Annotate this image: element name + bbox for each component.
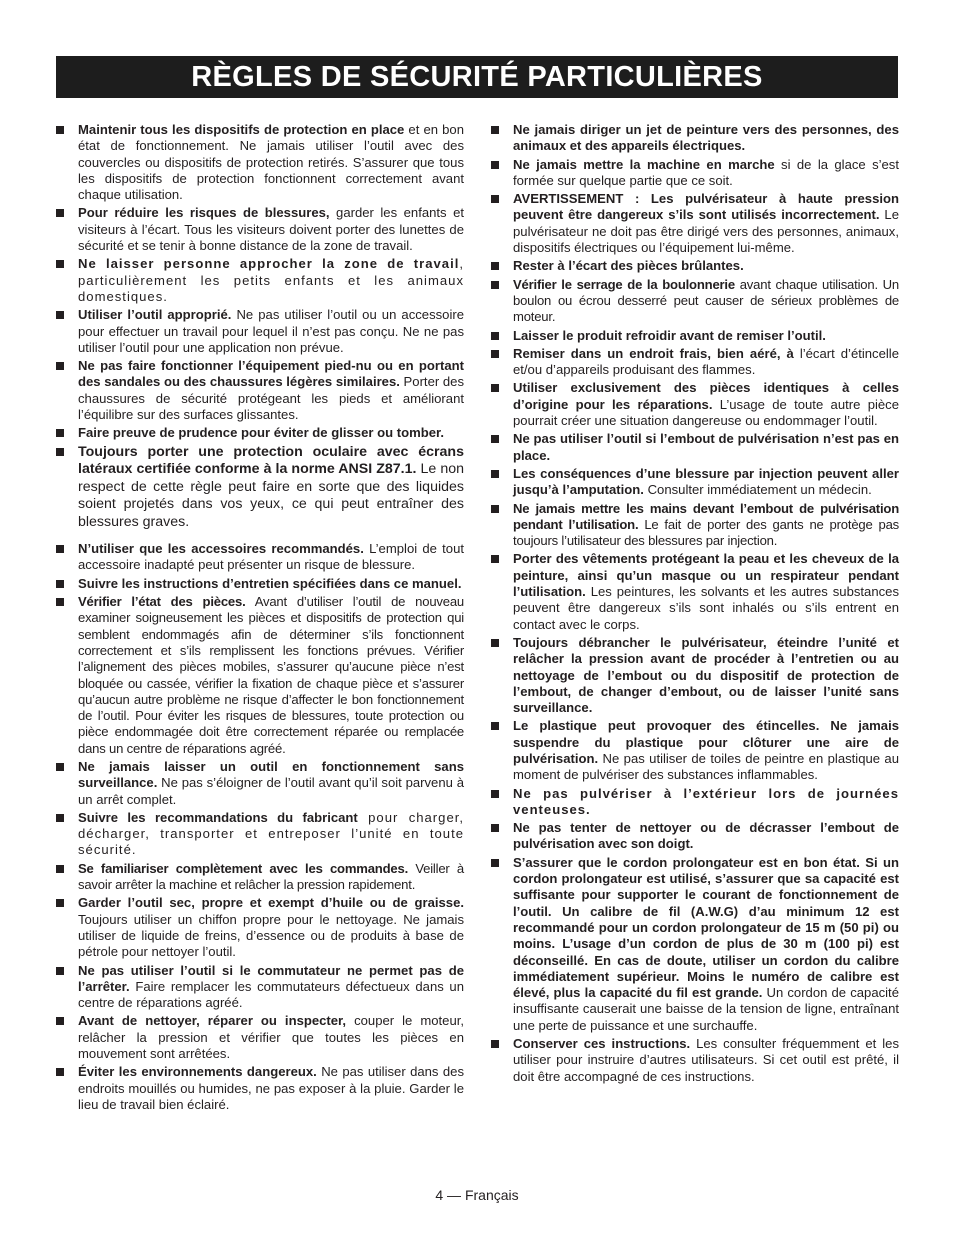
rule-text: Maintenir tous les dispositifs de protection en place et en bon état de fonctionnement. Ne jamais utiliser l’outil avec des couvercles ou dispositifs de protection retirés. S’assurer que tous les dispositifs de protection fonctionnent correctement avant chaque utilisation. (78, 122, 464, 203)
square-bullet-icon (56, 598, 64, 606)
rule-item (491, 786, 899, 819)
rule-text: Vérifier le serrage de la boulonnerie avant chaque utilisation. Un boulon ou écrou desserré peut causer de sérieux problèmes de moteur. (513, 276, 899, 325)
rule-text: Ne jamais mettre la machine en marche si de la glace s’est formée sur quelque partie que ce soit. (513, 156, 899, 188)
rule-item (56, 256, 464, 305)
rule-item (56, 594, 464, 757)
square-bullet-icon (56, 209, 64, 217)
rule-text: Ne pas utiliser l’outil si le commutateur ne permet pas de l’arrêter. Faire remplacer les commutateurs défectueux dans un centre de réparations agréé. (78, 962, 464, 1011)
rule-text: Suivre les instructions d’entretien spécifiées dans ce manuel. (78, 575, 462, 591)
rule-item (56, 122, 464, 203)
square-bullet-icon (491, 470, 499, 478)
rule-item (56, 205, 464, 254)
rule-item (491, 191, 899, 256)
rule-text: Faire preuve de prudence pour éviter de glisser ou tomber. (78, 425, 445, 441)
rule-item (56, 444, 464, 532)
rule-item (56, 425, 464, 441)
square-bullet-icon (491, 722, 499, 730)
square-bullet-icon (491, 505, 499, 513)
rule-text: Ne laisser personne approcher la zone de travail, particulièrement les petits enfants et les animaux domestiques. (78, 256, 464, 304)
rule-item (56, 307, 464, 356)
rule-item (56, 759, 464, 808)
square-bullet-icon (491, 262, 499, 270)
square-bullet-icon (491, 161, 499, 169)
rule-item (491, 501, 899, 550)
rule-item (491, 258, 899, 274)
rule-text: Porter des vêtements protégeant la peau et les cheveux de la peinture, ainsi qu’un masque ou un respirateur pendant l’utilisation. Les peintures, les solvants et les autres substances peuvent être dangereux s’ils sont inhalés ou s’ils entrent en contact avec le corps. (513, 551, 899, 632)
rule-item (56, 963, 464, 1012)
rule-text: S’assurer que le cordon prolongateur est en bon état. Si un cordon prolongateur est utilisé, s’assurer que sa capacité est suffisante pour supporter le courant de fonctionnement de l’outil. Un calibre de fil (A.W.G) d’au minimum 12 est recommandé pour un cordon prolongateur de 15 m (50 pi) ou moins. L’usage d’un cordon de plus de 30 m (100 pi) est déconseillé. En cas de doute, utiliser un cordon du calibre immédiatement supérieur. Moins le numéro de calibre est élevé, plus la capacité du fil est grande. Un cordon de capacité insuffisante causerait une baisse de la tension de ligne, entraînant une perte de puissance et une surchauffe. (513, 854, 899, 1033)
rule-item (491, 551, 899, 632)
rule-text: AVERTISSEMENT : Les pulvérisateur à haute pression peuvent être dangereux s’ils sont utilisés incorrectement. Le pulvérisateur ne doit pas être dirigé vers des personnes, animaux, dispositifs électriques ou l’équipement lui-même. (513, 191, 899, 256)
rule-text: Toujours débrancher le pulvérisateur, éteindre l’unité et relâcher la pression avant de procéder à l’entretien ou au nettoyage de l’embout ou du dispositif de protection de l’embout, de changer d’embout, ou de laisser l’unité sans surveillance. (513, 634, 899, 716)
rule-text: Conserver ces instructions. Les consulter fréquemment et les utiliser pour instruire d’autres utilisateurs. Si cet outil est prêté, il doit être accompagné de ces instructions. (513, 1036, 899, 1084)
rule-item (491, 277, 899, 326)
rule-text: Utiliser l’outil approprié. Ne pas utiliser l’outil ou un accessoire pour effectuer un travail pour lequel il n’est pas conçu. Ne ne pas utiliser l’outil pour une application non prévue. (78, 307, 464, 355)
rule-text: Garder l’outil sec, propre et exempt d’huile ou de graisse. Toujours utiliser un chiffon propre pour le nettoyage. Ne jamais utiliser de liquide de freins, d’essence ou de produits à base de pétrole pour nettoyer l’outil. (78, 895, 464, 960)
square-bullet-icon (491, 555, 499, 563)
rule-item (56, 810, 464, 859)
square-bullet-icon (56, 126, 64, 134)
square-bullet-icon (56, 545, 64, 553)
rule-item (56, 1064, 464, 1113)
rule-text: Le plastique peut provoquer des étincelles. Ne jamais suspendre du plastique pour clôturer une aire de pulvérisation. Ne pas utiliser de toiles de peintre en plastique au moment de pulvériser des substances inflammables. (513, 718, 899, 783)
square-bullet-icon (491, 126, 499, 134)
rule-item (491, 718, 899, 783)
square-bullet-icon (491, 195, 499, 203)
rule-item (491, 122, 899, 155)
square-bullet-icon (56, 899, 64, 907)
square-bullet-icon (56, 362, 64, 370)
rule-text: Laisser le produit refroidir avant de remiser l’outil. (513, 327, 826, 343)
right-column (491, 122, 899, 1087)
rule-item (491, 635, 899, 716)
square-bullet-icon (491, 435, 499, 443)
rule-text: Ne pas pulvériser à l’extérieur lors de journées venteuses. (513, 785, 899, 817)
rule-text: Toujours porter une protection oculaire avec écrans latéraux certifiée conforme à la norme ANSI Z87.1. Le non respect de cette règle peut faire en sorte que des liquides soient projetés dans vos yeux, ce qui peut entraîner des blessures graves. (78, 443, 464, 530)
rule-item (491, 466, 899, 499)
rule-text: Se familiariser complètement avec les commandes. Veiller à savoir arrêter la machine et relâcher la pression rapidement. (78, 860, 464, 893)
rule-text: Ne pas utiliser l’outil si l’embout de pulvérisation n’est pas en place. (513, 431, 899, 463)
rule-item (56, 358, 464, 423)
square-bullet-icon (491, 350, 499, 358)
rule-item (491, 855, 899, 1034)
rule-text: N’utiliser que les accessoires recommandés. L’emploi de tout accessoire inadapté peut présenter un risque de blessure. (78, 541, 464, 573)
square-bullet-icon (56, 429, 64, 437)
rule-item (56, 895, 464, 960)
rule-item (491, 157, 899, 190)
square-bullet-icon (491, 281, 499, 289)
square-bullet-icon (491, 384, 499, 392)
rule-text: Ne pas tenter de nettoyer ou de décrasser l’embout de pulvérisation avec son doigt. (513, 820, 899, 852)
rule-text: Rester à l’écart des pièces brûlantes. (513, 258, 744, 274)
rule-text: Suivre les recommandations du fabricant pour charger, décharger, transporter et entreposer l’unité en toute sécurité. (78, 809, 465, 858)
rule-item (491, 346, 899, 379)
rule-text: Ne jamais laisser un outil en fonctionnement sans surveillance. Ne pas s’éloigner de l’outil avant qu’il soit parvenu à un arrêt complet. (78, 759, 464, 807)
square-bullet-icon (56, 814, 64, 822)
rule-text: Éviter les environnements dangereux. Ne pas utiliser dans des endroits mouillés ou humides, ne pas exposer à la pluie. Garder le lieu de travail bien éclairé. (78, 1064, 464, 1112)
rule-item (56, 541, 464, 574)
rule-text: Ne jamais mettre les mains devant l’embout de pulvérisation pendant l’utilisation. Le fait de porter des gants ne protège pas toujours l’utilisateur des blessures par injection. (513, 500, 900, 549)
rule-item (56, 861, 464, 894)
square-bullet-icon (56, 448, 64, 456)
square-bullet-icon (56, 763, 64, 771)
rule-text: Utiliser exclusivement des pièces identiques à celles d’origine pour les réparations. L’usage de toute autre pièce pourrait créer une situation dangereuse ou endommager l’outil. (513, 380, 899, 429)
square-bullet-icon (491, 332, 499, 340)
rule-item (491, 328, 899, 344)
square-bullet-icon (491, 1040, 499, 1048)
rule-item (491, 431, 899, 464)
square-bullet-icon (491, 859, 499, 867)
title-banner (56, 56, 898, 98)
rule-item (491, 380, 899, 429)
rule-text: Avant de nettoyer, réparer ou inspecter, couper le moteur, relâcher la pression et vérifier que toutes les pièces en mouvement sont arrêtées. (78, 1013, 465, 1062)
square-bullet-icon (56, 967, 64, 975)
page-title: RÈGLES DE SÉCURITÉ PARTICULIÈRES (191, 60, 763, 93)
square-bullet-icon (56, 865, 64, 873)
left-column (56, 122, 464, 1115)
square-bullet-icon (56, 1017, 64, 1025)
square-bullet-icon (56, 311, 64, 319)
square-bullet-icon (491, 790, 499, 798)
rule-text: Les conséquences d’une blessure par injection peuvent aller jusqu’à l’amputation. Consulter immédiatement un médecin. (513, 465, 899, 498)
square-bullet-icon (491, 824, 499, 832)
square-bullet-icon (56, 260, 64, 268)
rule-item (491, 1036, 899, 1085)
square-bullet-icon (56, 1068, 64, 1076)
rule-item (56, 1013, 464, 1062)
rule-text: Remiser dans un endroit frais, bien aéré, à l’écart d’étincelle et/ou d’appareils produisant des flammes. (513, 345, 899, 378)
rule-text: Vérifier l’état des pièces. Avant d’utiliser l’outil de nouveau examiner soigneusement les pièces et dispositifs de protection qui semblent endommagés afin de déterminer s’ils fonctionnent correctement et s’ils remplissent les fonctions prévues. Vérifier l’alignement des pièces mobiles, s’assurer qu’aucune pièce n’est bloquée ou cassée, vérifier la fixation de chaque pièce et s’assurer qu’aucun autre problème ne risque d’affecter le bon fonctionnement de l’outil. Pour éviter les risques de blessures, toute protection ou pièce endommagée doit être correctement réparée ou remplacée dans un centre de réparations agréé. (78, 594, 464, 756)
rule-text: Ne pas faire fonctionner l’équipement pied-nu ou en portant des sandales ou des chaussures légères similaires. Porter des chaussures de sécurité protégeant les pieds et améliorant l’équilibre sur des surfaces glissantes. (78, 358, 464, 423)
rule-text: Pour réduire les risques de blessures, garder les enfants et visiteurs à l’écart. Tous les visiteurs doivent porter des lunettes de sécurité et se tenir à bonne distance de la zone de travail. (78, 205, 464, 254)
square-bullet-icon (56, 580, 64, 588)
rule-item (491, 820, 899, 853)
rule-item (56, 576, 464, 592)
square-bullet-icon (491, 639, 499, 647)
page-number-footer: 4 — Français (435, 1187, 519, 1203)
rule-text: Ne jamais diriger un jet de peinture vers des personnes, des animaux et des appareils électriques. (513, 122, 899, 154)
